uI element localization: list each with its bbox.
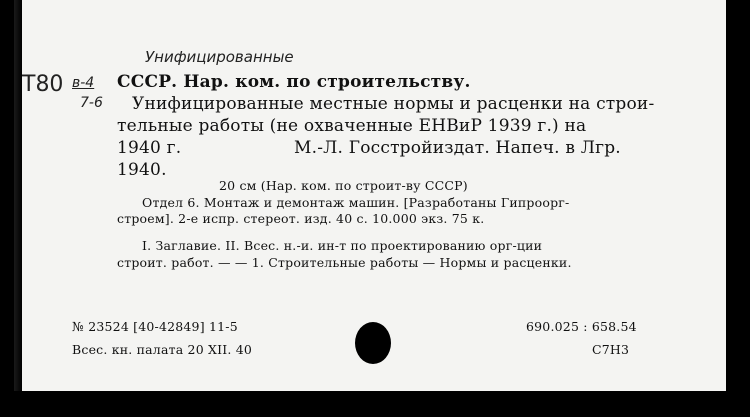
scan-left-edge xyxy=(0,0,22,417)
handwritten-note: Унифицированные xyxy=(145,48,294,66)
punch-hole xyxy=(355,322,391,364)
collation-line-3: строем]. 2-е испр. стереот. изд. 40 с. 10.000 экз. 75 к. xyxy=(117,211,485,226)
collation-line-2: Отдел 6. Монтаж и демонтаж машин. [Разработаны Гипроорг- xyxy=(142,195,570,210)
classification-code: С7Н3 xyxy=(592,342,630,357)
scan-bottom-edge xyxy=(0,391,750,417)
title-line-4: 1940. xyxy=(117,160,167,180)
entry-heading: СССР. Нар. ком. по строительству. xyxy=(117,72,471,92)
record-number: № 23524 [40-42849] 11-5 xyxy=(72,319,238,334)
collation-line-1: 20 см (Нар. ком. по строит-ву СССР) xyxy=(219,178,468,193)
udc-code: 690.025 : 658.54 xyxy=(526,319,637,334)
call-number-sub-top: в-4 xyxy=(72,75,95,91)
call-number-main: Т80 xyxy=(22,72,64,97)
call-number-sub-bottom: 7-6 xyxy=(80,95,103,111)
title-line-1: Унифицированные местные нормы и расценки на строи- xyxy=(132,94,655,114)
title-line-2: тельные работы (не охваченные ЕНВиР 1939 г.) на xyxy=(117,116,587,136)
tracing-line-2: строит. работ. — — 1. Строительные работы — Нормы и расценки. xyxy=(117,255,572,270)
title-line-3b: М.-Л. Госстройиздат. Напеч. в Лгр. xyxy=(294,138,621,158)
title-line-3a: 1940 г. xyxy=(117,138,182,158)
book-chamber-date: Всес. кн. палата 20 XII. 40 xyxy=(72,342,253,357)
tracing-line-1: I. Заглавие. II. Всес. н.-и. ин-т по проектированию орг-ции xyxy=(142,238,543,253)
catalog-card xyxy=(22,0,726,391)
